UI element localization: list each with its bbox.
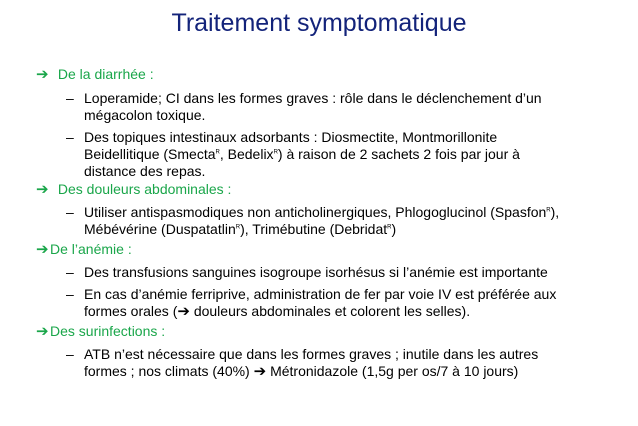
- registered-mark: R: [387, 224, 392, 231]
- item-text-line: Beidellitique (Smecta$^R$, Bedelix$^R$) à raison de 2 sachets 2 fois par jour à: [84, 146, 520, 162]
- slide-body: [36, 66, 632, 380]
- registered-mark: R: [546, 207, 551, 214]
- item-text-line: Des topiques intestinaux adsorbants : Diosmectite, Montmorillonite: [84, 129, 498, 145]
- arrow-right-icon: ➔: [36, 241, 49, 258]
- section-heading-diarrhee: [36, 66, 632, 83]
- arrow-right-icon: ➔: [253, 363, 267, 380]
- item-text-line: Utiliser antispasmodiques non anticholinergiques, Phlogoglucinol (Spasfon$^R$),: [84, 204, 560, 220]
- registered-mark: R: [273, 149, 278, 156]
- section-heading-label: De la diarrhée :: [54, 66, 154, 82]
- list-item: [36, 90, 632, 124]
- item-text-line: Loperamide; CI dans les formes graves : rôle dans le déclenchement d’un: [84, 90, 542, 106]
- item-text-line: Des transfusions sanguines isogroupe isorhésus si l’anémie est importante: [84, 264, 548, 280]
- slide-title: Traitement symptomatique: [171, 9, 467, 37]
- item-text-line: formes orales (➔ douleurs abdominales et colorent les selles).: [84, 303, 471, 320]
- section-heading-surinfections: [36, 323, 632, 340]
- arrow-right-icon: ➔: [36, 66, 49, 83]
- item-text-line: ATB n’est nécessaire que dans les formes graves ; inutile dans les autres: [84, 346, 539, 362]
- dash-bullet: –: [66, 90, 74, 106]
- item-text-line: Mébévérine (Duspatatlin$^R$), Trimébutine (Debridat$^R$): [84, 221, 397, 237]
- list-item: [36, 204, 632, 238]
- list-item: [36, 264, 632, 281]
- section-heading-label: Des douleurs abdominales :: [54, 181, 232, 197]
- section-heading-label: Des surinfections :: [50, 323, 166, 339]
- registered-mark: R: [215, 149, 220, 156]
- dash-bullet: –: [66, 264, 74, 280]
- item-text-line: En cas d’anémie ferriprive, administration de fer par voie IV est préférée aux: [84, 286, 557, 302]
- item-text-line: mégacolon toxique.: [84, 107, 206, 123]
- dash-bullet: –: [66, 129, 74, 145]
- list-item: [36, 129, 632, 180]
- list-item: [36, 286, 632, 320]
- section-heading-douleurs: [36, 181, 632, 198]
- registered-mark: R: [235, 224, 241, 231]
- section-heading-anemie: [36, 241, 632, 258]
- arrow-right-icon: ➔: [177, 303, 190, 320]
- item-text-line: distance des repas.: [84, 163, 206, 179]
- dash-bullet: –: [66, 286, 74, 302]
- item-text-line: formes ; nos climats (40%) ➔ Métronidazole (1,5g per os/7 à 10 jours): [84, 363, 519, 380]
- dash-bullet: –: [66, 204, 74, 220]
- arrow-right-icon: ➔: [36, 181, 49, 198]
- dash-bullet: –: [66, 346, 74, 362]
- list-item: [36, 346, 632, 380]
- section-heading-label: De l’anémie :: [50, 241, 132, 257]
- arrow-right-icon: ➔: [36, 323, 49, 340]
